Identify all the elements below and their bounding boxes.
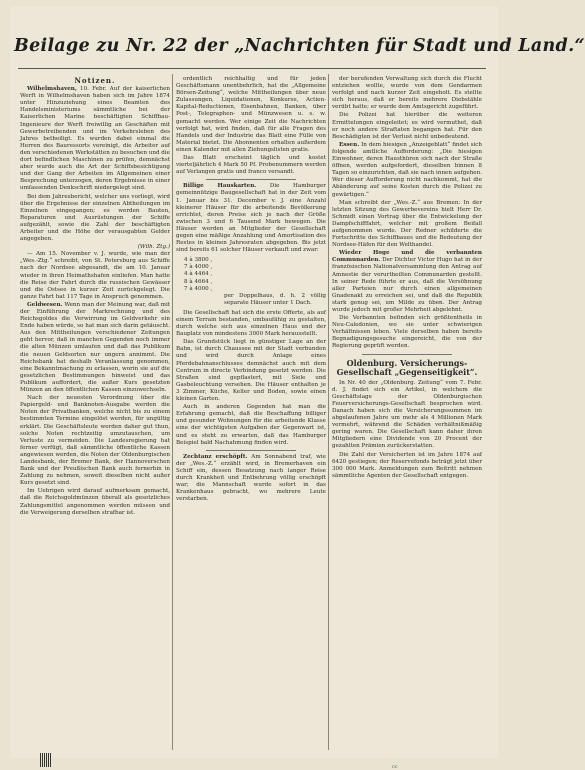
- column-divider: [328, 74, 329, 750]
- article-divider: [206, 179, 296, 180]
- article-paragraph: Die Gesellschaft hat sich die erste Offerte, als auf einem Terrain bestanden, umbaufähig zu gestalten, durch welche sich aus einzelnen Haus und der Bauplatz von mindestens 3000 Mark herausstellt.: [176, 309, 326, 338]
- advertisement-text: In Nr. 40 der „Oldenburg. Zeitung“ vom 7. Febr. d. J. findet sich ein Artikel, in welchem die Geschäftslage der Oldenburgischen Feuerversicherungs-Gesellschaft besprochen wird. Danach haben sich die Versicherungssummen im abgelaufenen Jahre um mehr als 4 Millionen Mark vermehrt, während die Schäden verhältnißmäßig gering waren. Die Gesellschaft kann daher ihren Mitgliedern eine Dividende von 20 Procent der gezahlten Prämien zurückerstatten.: [332, 379, 482, 450]
- advertisement-text: Die Zahl der Versicherten ist im Jahre 1874 auf 6420 gestiegen; der Reservefonds beträgt jetzt über 300 000 Mark. Anmeldungen zum Beitritt nehmen sämmtliche Agenten der Gesellschaft entgegen.: [332, 451, 482, 479]
- article-text: Der Dichter Victor Hugo hat in der französischen Nationalversammlung den Antrag auf Amnestie der verurtheilten Communarden gestellt. In seiner Rede führte er aus, daß die Versöhnung aller Parteien nur durch einen allgemeinen Gnadenakt zu erreichen sei, und daß die Republik stark genug sei, um Milde zu üben. Der Antrag wurde jedoch mit großer Mehrheit abgelehnt.: [332, 257, 482, 313]
- price-table-note: per Doppelhaus, d. h. 2 völlig separate Häuser unter 1 Dach.: [224, 292, 326, 306]
- column-2: [176, 76, 326, 748]
- source-credit: (Wilh. Ztg.): [137, 244, 170, 251]
- article-paragraph: Man schreibt der „Wes.-Z.“ aus Bremen: In der letzten Sitzung des Gewerbevereins hielt Herr Dr. Schmidt einen Vortrag über die Entwickelung der Dampfschifffahrt, welcher mit großem Beifall aufgenommen wurde. Der Redner schilderte die Fortschritte des Schiffbaues und die Bedeutung der Nordsee-Häfen für den Welthandel.: [332, 199, 482, 249]
- newspaper-page: [10, 6, 585, 770]
- price-row: 7 à 4000 ,: [184, 264, 213, 271]
- article-divider: [206, 450, 296, 451]
- price-row: 7 à 4000 ,: [184, 285, 213, 292]
- price-row: 4 à 4464 ,: [184, 271, 213, 278]
- article-paragraph: Bei dem Jahresbericht, welcher uns vorliegt, wird über die Ergebnisse der einzelnen Abtheilungen im Einzelnen eingegangen; es werden Bauten, Reparaturen und Ausrüstungen der Schiffe aufgezählt, sowie die Zahl der beschäftigten Arbeiter und die Höhe der verausgabten Gelder angegeben.: [20, 193, 170, 243]
- article-lead: Wilhelmshaven,: [27, 86, 77, 93]
- masthead-title: Beilage zu Nr. 22 der „Nachrichten für Stadt und Land.“: [14, 36, 585, 56]
- article-lead: Essen.: [339, 141, 360, 148]
- column-3: [332, 76, 482, 748]
- article-paragraph: ordentlich reichhaltig und für jeden Geschäftsmann unentbehrlich, hat die „Allgemeine Börsen-Zeitung“, welche Mittheilungen über neue Zulassungen, Liquidationen, Konkurse, Actien-Kapital-Reductionen, Eisenbahnen, Banken, über Post-, Telegraphen- und Münzwesen u. s. w. gemacht werden. Wer einige Zeit die Nachrichten verfolgt hat, wird finden, daß für alle Fragen des Handels und der Industrie das Blatt eine Fülle von Material bietet. Die Abonnenten erhalten außerdem einen Kalender mit allen Ziehungslisten gratis.: [176, 76, 326, 153]
- article-paragraph: [176, 454, 326, 504]
- price-table: [184, 257, 326, 307]
- article-lead: Wieder Hoge und die verbannten Communarden.: [332, 250, 482, 264]
- article-paragraph: Im Uebrigen wird darauf aufmerksam gemacht, daß die Reichsgoldmünzen überall als gesetzliches Zahlungsmittel angenommen werden müssen und die Verweigerung derselben strafbar ist.: [20, 488, 170, 516]
- article-text: Die Hamburger gemeinnützige Baugesellschaft hat in der Zeit vom 1. Januar bis 31. December v. J. eine Anzahl kleinerer Häuser für die arbeitende Bevölkerung errichtet, deren Preise sich je nach der Größe zwischen 3 und 6 Tausend Mark bewegen. Die Häuser werden an Mitglieder der Gesellschaft gegen eine mäßige Anzahlung und Amortisation des Restes in kleinen Jahresraten abgegeben. Bis jetzt sind bereits 61 solcher Häuser verkauft und zwar:: [176, 183, 326, 254]
- article-paragraph: Die Verbannten befinden sich größtentheils in Neu-Caledonien, wo sie unter schwierigen Verhältnissen leben. Viele derselben haben bereits Begnadigungsgesuche eingereicht, die von der Regierung geprüft werden.: [332, 315, 482, 350]
- column-divider: [172, 74, 173, 750]
- section-title: Notizen.: [74, 76, 116, 85]
- advertisement-title: Oldenburg. Versicherungs-Gesellschaft „Gegenseitigkeit“.: [336, 357, 478, 377]
- article-paragraph: Das Blatt erscheint täglich und kostet vierteljährlich 4 Mark 50 Pf. Probenummern werden auf Verlangen gratis und franco versandt.: [176, 155, 326, 176]
- article-text: Wenn man der Meinung war, daß mit der Einführung der Markrechnung und des Reichsgoldes die Verwirrung im Geldverkehr ein Ende haben würde, so hat man sich darin getäuscht. Aus den Mittheilungen verschiedener Zeitungen geht hervor, daß in manchen Gegenden noch immer die alten Münzen umlaufen und daß das Publikum die neuen Geldsorten nur ungern annimmt. Die Reichsbank hat deshalb Veranlassung genommen, eine Bekanntmachung zu erlassen, worin sie auf die gesetzlichen Bestimmungen hinweist und das Publikum auffordert, die außer Kurs gesetzten Münzen an den öffentlichen Kassen einzuwechseln.: [20, 301, 171, 394]
- article-lead: Zechtanz erschöpft.: [183, 453, 248, 460]
- page-mark: cc: [392, 764, 398, 770]
- price-row: 4 à 3800 ,: [184, 257, 213, 264]
- article-paragraph: — Am 15. November v. J. wurde, wie man der „Wes.-Ztg.“ schreibt, von St. Petersburg aus Schiffe nach der Nordsee abgesandt, die am 10. Januar wieder in ihren Heimathshafen einliefen. Man hatte die Reise der Fahrt durch die russischen Gewässer und die Ostsee in kurzer Zeit zurückgelegt. Die ganze Fahrt hat 117 Tage in Anspruch genommen.: [20, 251, 170, 300]
- article-text: In dem hiesigen „Anzeigeblatt“ findet sich folgende amtliche Aufforderung: „Die hiesigen Einwohner, deren Hausthüren sich nach der Straße öffnen, werden aufgefordert, dieselben binnen 8 Tagen so einzurichten, daß sie nach innen aufgehen. Wer dieser Aufforderung nicht nachkommt, hat die Abänderung auf seine Kosten durch die Polizei zu gewärtigen.“: [332, 141, 482, 198]
- archive-barcode: [40, 753, 52, 767]
- article-paragraph: der berufenden Verwaltung sich durch die Flucht entziehen wollte, wurde von dem Gendarmen verfolgt und nach kurzer Zeit eingeholt. Es stellte sich heraus, daß er bereits mehrere Diebstähle verübt hatte; er wurde dem Amtsgericht zugeführt.: [332, 76, 482, 111]
- article-divider: [362, 354, 452, 355]
- article-paragraph: [176, 183, 326, 254]
- article-text: 10. Febr. Auf der kaiserlichen Werft in Wilhelmshaven haben sich im Jahre 1874 unter Hinzuziehung eines Beamten des Handelsministeriums sämmtliche bei der Kaiserlichen Marine beschäftigten Schiffbau-Ingenieure der Werft freiwillig an Geschäften mit Gewerbetreibenden und im Verkehrsleben des Jahres betheiligt. Es wurden dabei einmal die Herren des Bauressorts vereinigt, die Arbeiter auf den verschiedenen Werkstätten zu besuchen und die dort befindlichen Maschinen zu prüfen, demnächst aber wurde auch die Art der Schiffsbesichtigung und der Gang der Arbeiten im Allgemeinen einer Besprechung unterzogen, deren Ergebnisse in einer umfassenden Denkschrift niedergelegt sind.: [20, 86, 170, 192]
- column-1: [20, 76, 170, 748]
- article-lead: Geldwesen.: [27, 301, 63, 308]
- article-paragraph: Das Grundstück liegt in günstiger Lage an der Bahn, ist durch Chaussee mit der Stadt verbunden und wird durch Anlage eines Pferdebahnanschlusses demnächst auch mit dem Centrum in directe Verbindung gesetzt werden. Die Straßen sind gepflastert, mit Siele und Gasbeleuchtung versehen. Die Häuser enthalten je 3 Zimmer, Küche, Keller und Boden, sowie einen kleinen Garten.: [176, 339, 326, 403]
- article-paragraph: [20, 302, 170, 394]
- article-paragraph: Auch in anderen Gegenden hat man die Erfahrung gemacht, daß die Beschaffung billiger und gesunder Wohnungen für die arbeitende Klasse eine der wichtigsten Aufgaben der Gegenwart ist, und es steht zu erwarten, daß das Hamburger Beispiel bald Nachahmung finden wird.: [176, 404, 326, 446]
- article-paragraph: [332, 142, 482, 199]
- article-paragraph: [332, 250, 482, 314]
- masthead-rule: [18, 68, 486, 69]
- article-lead: Billige Hauskarten.: [183, 183, 257, 190]
- article-paragraph: Nach der neuesten Verordnung über die Papiergeld- und Banknoten-Ausgabe werden die Noten der Privatbanken, welche nicht bis zu einem bestimmten Termine eingelöst werden, für ungültig erklärt. Die Geschäftsleute werden daher gut thun, solche Noten rechtzeitig umzutauschen, um Verluste zu vermeiden. Die Landesregierung hat ferner verfügt, daß sämmtliche öffentliche Kassen angewiesen werden, die Noten der Oldenburgischen Landesbank, der Bremer Bank, der Hannoverschen Bank und der Preußischen Bank auch fernerhin in Zahlung zu nehmen, soweit dieselben nicht außer Kurs gesetzt sind.: [20, 395, 170, 487]
- article-paragraph: Die Polizei hat hierüber die weiteren Ermittelungen eingeleitet; es wird vermuthet, daß er noch andere Straftaten begangen hat. Für den Beschädigten ist der Verlust nicht unbedeutend.: [332, 112, 482, 140]
- price-row: 8 à 4664 ,: [184, 278, 213, 285]
- article-paragraph: [20, 86, 170, 192]
- article-text: Am Sonnabend traf, wie der „Wes.-Z.“ erzählt wird, in Bremerhaven ein Schiff ein, dessen Besatzung nach langer Reise durch Krankheit und Entbehrung völlig erschöpft war; die Mannschaft wurde sofort in das Krankenhaus gebracht, wo mehrere Leute verstarben.: [176, 453, 326, 503]
